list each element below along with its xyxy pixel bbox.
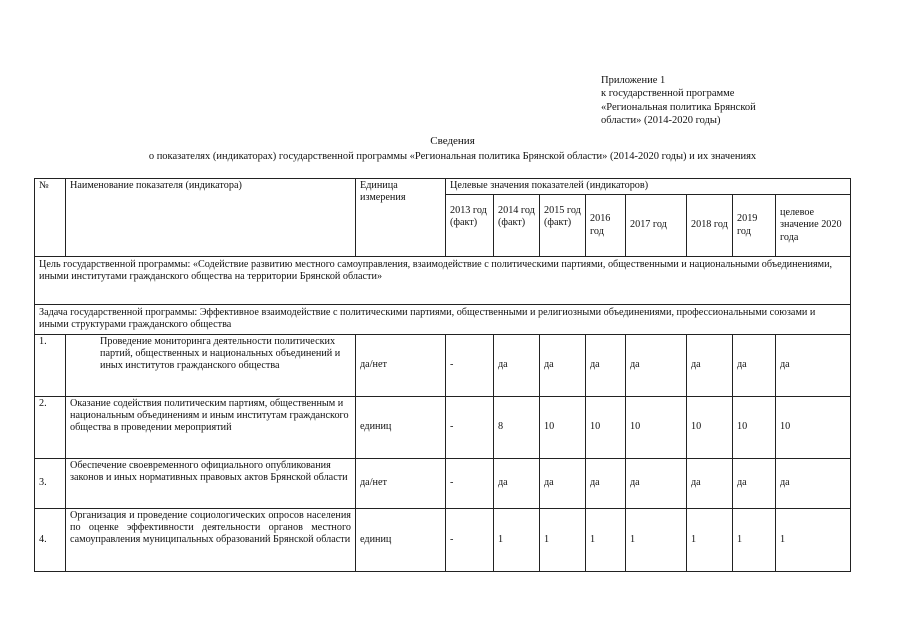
row-value: да [626, 335, 687, 397]
header-year: 2014 год (факт) [494, 195, 540, 257]
row-value: 1 [733, 509, 776, 572]
row-value: да [494, 335, 540, 397]
appendix-line: области» (2014-2020 годы) [601, 115, 721, 127]
row-value: да [586, 459, 626, 509]
header-row [35, 179, 851, 195]
row-value: 10 [687, 397, 733, 459]
header-year: 2017 год [626, 195, 687, 257]
row-value: да [687, 335, 733, 397]
row-value: 1 [494, 509, 540, 572]
row-value: да [586, 335, 626, 397]
row-value: 1 [687, 509, 733, 572]
row-name: Организация и проведение социологических опросов населения по оценке эффективности деятельности органов местного самоуправления муниципальных образований Брянской области [66, 509, 356, 572]
header-year: 2016 год [586, 195, 626, 257]
document-title: Сведения [430, 135, 475, 147]
row-value: да [733, 335, 776, 397]
row-value: - [446, 509, 494, 572]
row-value: да [494, 459, 540, 509]
header-year: 2018 год [687, 195, 733, 257]
row-value: - [446, 335, 494, 397]
row-num: 3. [35, 459, 66, 509]
row-unit: да/нет [356, 459, 446, 509]
task-row [35, 305, 851, 335]
row-value: 1 [626, 509, 687, 572]
document-subtitle: о показателях (индикаторах) государственной программы «Региональная политика Брянской области» (2014-2020 годы) и их значениях [148, 151, 757, 162]
header-targets: Целевые значения показателей (индикаторов) [446, 179, 851, 195]
row-unit: да/нет [356, 335, 446, 397]
program-task: Задача государственной программы: Эффективное взаимодействие с политическими партиями, общественными и религиозными объединениями, профессиональными союзами и иными структурами гражданского общества [35, 305, 851, 335]
indicators-table [34, 178, 851, 572]
appendix-line: к государственной программе [601, 88, 735, 100]
header-year: 2013 год (факт) [446, 195, 494, 257]
table-row [35, 397, 851, 459]
appendix-note [601, 74, 831, 128]
row-name: Проведение мониторинга деятельности политических партий, общественных и национальных объединений и иных институтов гражданского общества [66, 335, 356, 397]
appendix-line: Приложение 1 [601, 75, 666, 86]
row-value: 1 [540, 509, 586, 572]
table-row [35, 509, 851, 572]
row-value: 1 [776, 509, 851, 572]
row-value: - [446, 397, 494, 459]
row-num: 4. [35, 509, 66, 572]
row-unit: единиц [356, 397, 446, 459]
appendix-line: «Региональная политика Брянской [601, 101, 756, 113]
header-year: 2019 год [733, 195, 776, 257]
row-num: 2. [35, 397, 66, 459]
row-value: 10 [776, 397, 851, 459]
row-value: да [687, 459, 733, 509]
row-value: да [540, 459, 586, 509]
row-value: да [776, 459, 851, 509]
row-value: 10 [540, 397, 586, 459]
row-value: 10 [733, 397, 776, 459]
row-value: да [733, 459, 776, 509]
header-year: 2015 год (факт) [540, 195, 586, 257]
header-name: Наименование показателя (индикатора) [66, 179, 356, 257]
row-name: Оказание содействия политическим партиям, общественным и национальным объединениям и иным институтам гражданского общества в проведении мероприятий [66, 397, 356, 459]
program-goal: Цель государственной программы: «Содействие развитию местного самоуправления, взаимодействие с политическими партиями, общественными и национальными объединениями, иными институтами гражданского общества на территории Брянской области» [35, 257, 851, 305]
row-value: 1 [586, 509, 626, 572]
row-value: да [776, 335, 851, 397]
row-name: Обеспечение своевременного официального опубликования законов и иных нормативных правовых актов Брянской области [66, 459, 356, 509]
row-value: да [626, 459, 687, 509]
row-value: 8 [494, 397, 540, 459]
table-row [35, 335, 851, 397]
row-value: 10 [586, 397, 626, 459]
table-row [35, 459, 851, 509]
row-num: 1. [35, 335, 66, 397]
header-unit: Единица измерения [356, 179, 446, 257]
row-value: 10 [626, 397, 687, 459]
header-num: № [35, 179, 66, 257]
row-unit: единиц [356, 509, 446, 572]
row-value: - [446, 459, 494, 509]
header-year: целевое значение 2020 года [776, 195, 851, 257]
goal-row [35, 257, 851, 305]
row-value: да [540, 335, 586, 397]
